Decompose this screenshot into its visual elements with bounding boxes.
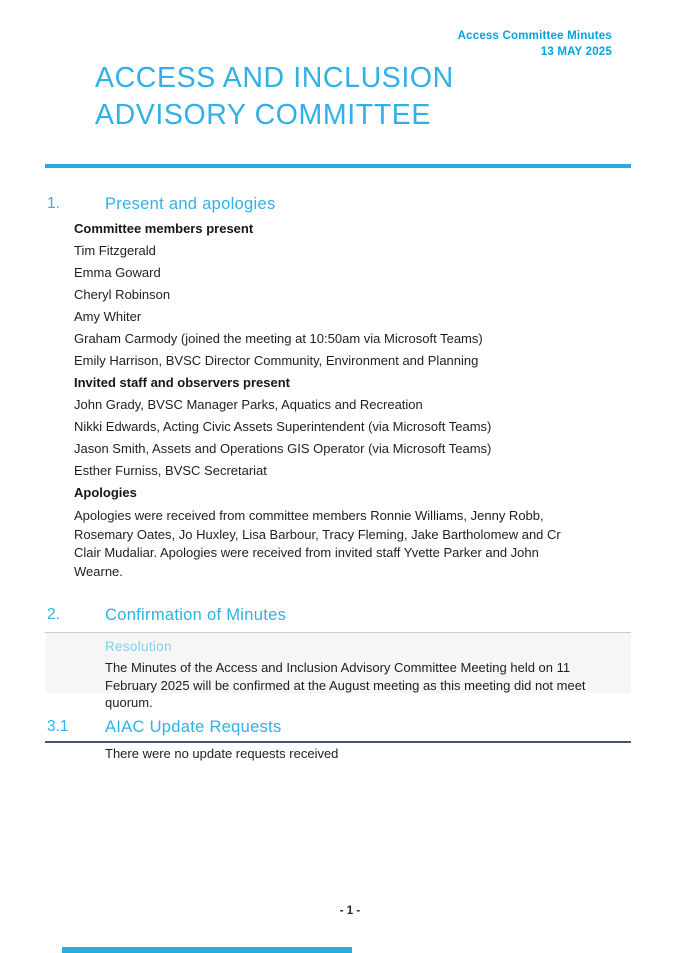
section-3-underline bbox=[45, 741, 631, 743]
staff-name: Esther Furniss, BVSC Secretariat bbox=[74, 463, 267, 478]
resolution-box bbox=[46, 633, 631, 710]
page-header bbox=[458, 28, 612, 60]
section-3-title: AIAC Update Requests bbox=[105, 718, 282, 736]
members-present-subheading: Committee members present bbox=[74, 221, 254, 236]
apologies-subheading: Apologies bbox=[74, 485, 137, 500]
header-doc-label: Access Committee Minutes bbox=[457, 30, 612, 42]
footer-accent-bar bbox=[62, 947, 352, 953]
member-name: Emily Harrison, BVSC Director Community, Environment and Planning bbox=[74, 353, 479, 368]
section-2-title: Confirmation of Minutes bbox=[105, 606, 287, 624]
apologies-paragraph: Apologies were received from committee members Ronnie Williams, Jenny Robb, Rosemary Oates, Jo Huxley, Lisa Barbour, Tracy Fleming, Jake Bartholomew and Cr Clair Mudaliar. Apologies were received from invited staff Yvette Parker and John Wearne. bbox=[74, 508, 561, 579]
staff-name: John Grady, BVSC Manager Parks, Aquatics and Recreation bbox=[74, 397, 423, 412]
staff-name: Jason Smith, Assets and Operations GIS Operator (via Microsoft Teams) bbox=[74, 441, 492, 456]
resolution-paragraph: The Minutes of the Access and Inclusion Advisory Committee Meeting held on 11 February 2025 will be confirmed at the August meeting as this meeting did not meet quorum. bbox=[105, 660, 586, 710]
section-1-body bbox=[74, 218, 619, 581]
member-name: Cheryl Robinson bbox=[74, 287, 171, 302]
member-name: Graham Carmody (joined the meeting at 10:50am via Microsoft Teams) bbox=[74, 331, 483, 346]
resolution-label: Resolution bbox=[105, 639, 172, 654]
section-3-body: There were no update requests received bbox=[105, 746, 339, 761]
section-2-number: 2. bbox=[47, 606, 60, 623]
document-title: ACCESS AND INCLUSION ADVISORY COMMITTEE bbox=[95, 62, 454, 131]
section-3-number: 3.1 bbox=[47, 718, 69, 735]
member-name: Emma Goward bbox=[74, 265, 161, 280]
title-divider-rule bbox=[45, 164, 631, 168]
header-date: 13 MAY 2025 bbox=[540, 46, 612, 58]
invited-staff-subheading: Invited staff and observers present bbox=[74, 375, 291, 390]
member-name: Tim Fitzgerald bbox=[74, 243, 156, 258]
section-1-title: Present and apologies bbox=[105, 195, 276, 213]
page-number: - 1 - bbox=[339, 905, 361, 917]
staff-name: Nikki Edwards, Acting Civic Assets Superintendent (via Microsoft Teams) bbox=[74, 419, 492, 434]
section-1-number: 1. bbox=[47, 195, 60, 212]
member-name: Amy Whiter bbox=[74, 309, 142, 324]
